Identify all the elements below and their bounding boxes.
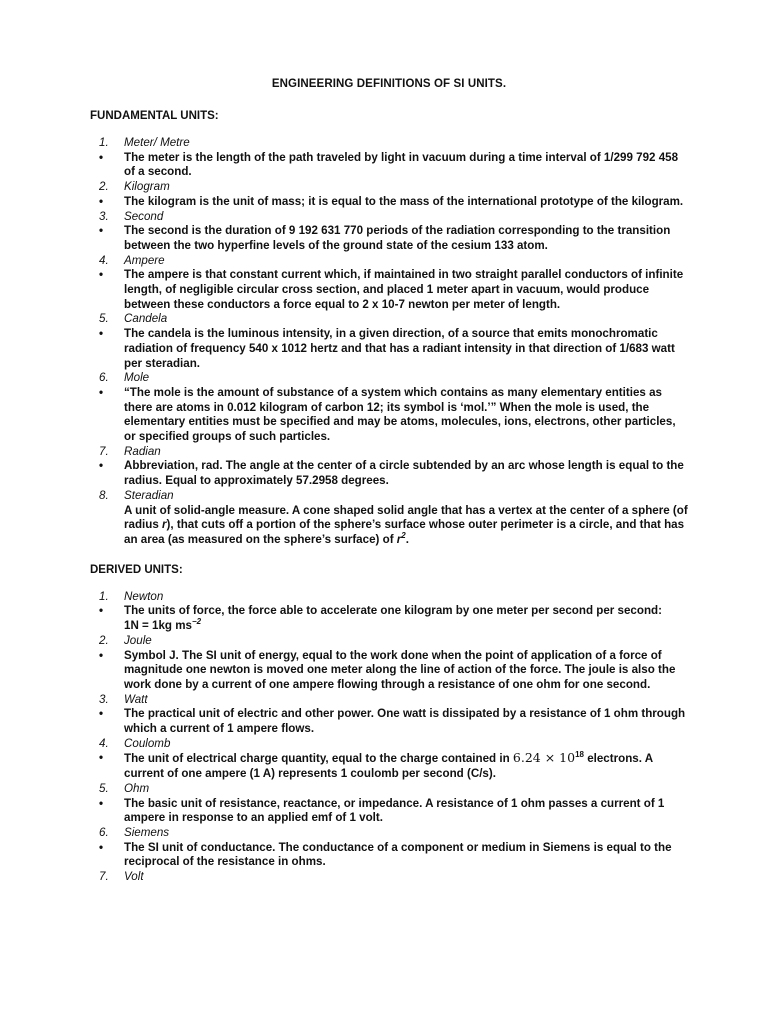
document-title: ENGINEERING DEFINITIONS OF SI UNITS. — [271, 78, 507, 90]
item-number: 6. — [99, 371, 109, 385]
definition-text: The unit of electrical charge quantity, equal to the charge contained in — [124, 752, 513, 766]
list-item — [90, 870, 688, 885]
bullet-icon: • — [99, 150, 104, 164]
unit-name: Coulomb — [124, 736, 171, 750]
unit-definition: Symbol J. The SI unit of energy, equal to the work done when the point of application of a force of magnitude one newton is moved one meter along the line of action of the force. The joule is also the work done by a current of one ampere flowing through a resistance of one ohm for one second. — [124, 648, 676, 691]
derived-units-list — [90, 590, 688, 885]
item-number: 5. — [99, 781, 109, 795]
bullet-icon: • — [99, 648, 104, 662]
exponent: 18 — [575, 750, 584, 760]
list-item — [90, 312, 688, 371]
bullet-icon: • — [99, 751, 104, 765]
list-item — [90, 826, 688, 870]
item-number: 4. — [99, 736, 109, 750]
list-item — [90, 782, 688, 826]
definition-text: ), that cuts off a portion of the sphere’s surface whose outer perimeter is a circle, and that has an area (as measured on the sphere’s surface) of — [124, 518, 685, 546]
bullet-icon: • — [99, 385, 104, 399]
bullet-icon: • — [99, 796, 104, 810]
unit-definition — [124, 751, 688, 781]
unit-name: Mole — [124, 371, 150, 385]
unit-definition — [124, 504, 688, 548]
unit-definition: “The mole is the amount of substance of a system which contains as many elementary entities as there are atoms in 0.012 kilogram of carbon 12; its symbol is ‘mol.’” When the mole is used, the elementary entities must be specified and may be atoms, molecules, ions, electrons, other particles, or specified groups of such particles. — [124, 385, 676, 444]
derived-units-heading: DERIVED UNITS: — [90, 563, 183, 576]
unit-definition: The kilogram is the unit of mass; it is equal to the mass of the international prototype of the kilogram. — [124, 194, 684, 208]
unit-name: Joule — [124, 633, 152, 647]
list-item — [90, 210, 688, 254]
unit-definition: Abbreviation, rad. The angle at the center of a circle subtended by an arc whose length is equal to the radius. Equal to approximately 57.2958 degrees. — [124, 459, 684, 488]
list-item — [90, 445, 688, 489]
unit-name: Newton — [124, 589, 164, 603]
unit-definition: The ampere is that constant current which, if maintained in two straight parallel conductors of infinite length, of negligible circular cross section, and placed 1 meter apart in vacuum, would produce between these conductors a force equal to 2 x 10-7 newton per meter of length. — [124, 268, 684, 311]
bullet-icon: • — [99, 707, 104, 721]
item-number: 2. — [99, 180, 109, 194]
item-number: 8. — [99, 488, 109, 502]
item-number: 6. — [99, 825, 109, 839]
exponent: 2 — [401, 531, 406, 541]
list-item — [90, 590, 688, 634]
item-number: 5. — [99, 312, 109, 326]
unit-definition: The second is the duration of 9 192 631 770 periods of the radiation corresponding to the transition between the two hyperfine levels of the ground state of the cesium 133 atom. — [124, 224, 671, 252]
bullet-icon: • — [99, 459, 104, 473]
definition-text: electrons. A current of one ampere (1 A) represents 1 coulomb per second (C/s). — [124, 752, 653, 781]
unit-name: Siemens — [124, 825, 170, 839]
item-number: 4. — [99, 253, 109, 267]
bullet-icon: • — [99, 327, 104, 341]
item-number: 3. — [99, 209, 109, 223]
unit-name: Meter/ Metre — [124, 136, 190, 149]
unit-name: Steradian — [124, 488, 174, 502]
unit-definition: The meter is the length of the path traveled by light in vacuum during a time interval of 1/299 792 458 of a second. — [124, 150, 679, 179]
bullet-icon: • — [99, 194, 104, 208]
unit-definition: The SI unit of conductance. The conductance of a component or medium in Siemens is equal to the reciprocal of the resistance in ohms. — [124, 840, 672, 869]
item-number: 1. — [99, 589, 109, 603]
radius-symbol: r — [396, 532, 402, 546]
item-number: 7. — [99, 444, 109, 458]
bullet-icon: • — [99, 604, 104, 618]
exponent: −2 — [192, 617, 202, 627]
list-item — [90, 737, 688, 782]
item-number: 3. — [99, 692, 109, 706]
list-item — [90, 180, 688, 209]
definition-text: The units of force, the force able to accelerate one kilogram by one meter per second per second: — [124, 604, 662, 618]
unit-name: Second — [124, 209, 164, 223]
charge-expression: 6.24 × 10 — [512, 750, 576, 766]
definition-text: . — [405, 532, 409, 546]
item-number: 7. — [99, 870, 109, 884]
list-item — [90, 634, 688, 693]
radius-symbol: r — [162, 518, 167, 532]
fundamental-units-list — [90, 136, 688, 548]
unit-definition: The basic unit of resistance, reactance, or impedance. A resistance of 1 ohm passes a current of 1 ampere in response to an applied emf of 1 volt. — [124, 796, 665, 825]
unit-definition — [124, 604, 688, 633]
item-number: 1. — [99, 136, 109, 149]
list-item — [90, 693, 688, 737]
newton-formula: 1N = 1kg ms — [124, 619, 192, 633]
list-item — [90, 489, 688, 548]
item-number: 2. — [99, 633, 109, 647]
bullet-icon: • — [99, 268, 104, 282]
unit-name: Watt — [124, 692, 148, 706]
list-item — [90, 136, 688, 180]
unit-name: Radian — [124, 444, 161, 458]
fundamental-units-heading: FUNDAMENTAL UNITS: — [90, 110, 219, 122]
unit-name: Ampere — [124, 253, 165, 267]
unit-name: Volt — [124, 870, 144, 884]
unit-definition: The candela is the luminous intensity, in a given direction, of a source that emits monochromatic radiation of frequency 540 x 1012 hertz and that has a radiant intensity in that direction of 1/683 watt per steradian. — [124, 327, 675, 370]
definition-text: A unit of solid-angle measure. A cone shaped solid angle that has a vertex at the center of a sphere (of radius — [124, 503, 688, 532]
list-item — [90, 254, 688, 313]
unit-name: Ohm — [124, 781, 150, 795]
bullet-icon: • — [99, 224, 104, 238]
bullet-icon: • — [99, 840, 104, 854]
unit-definition: The practical unit of electric and other power. One watt is dissipated by a resistance of 1 ohm through which a current of 1 ampere flows. — [124, 707, 686, 736]
list-item — [90, 371, 688, 445]
unit-name: Candela — [124, 312, 168, 326]
unit-name: Kilogram — [124, 180, 170, 194]
